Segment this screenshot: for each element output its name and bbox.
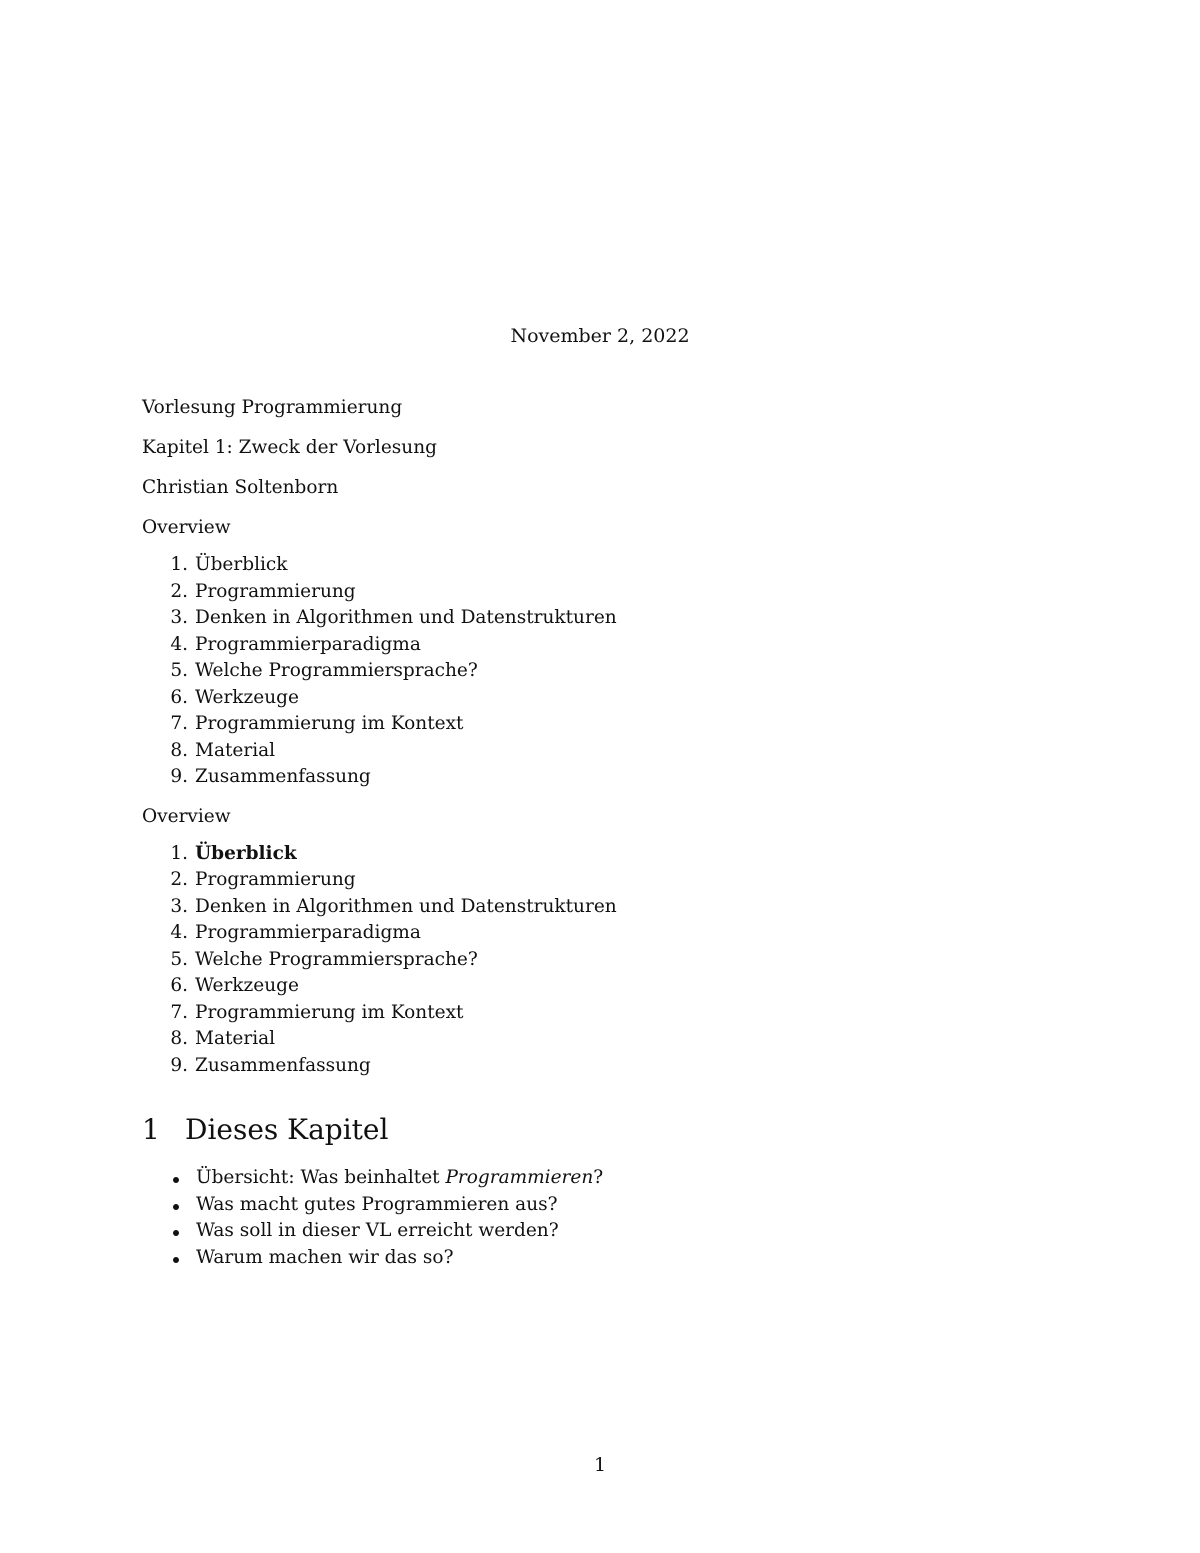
overview-item: 6. Werkzeuge [170,686,299,708]
overview-heading-2: Overview [142,805,231,827]
overview-item: 3. Denken in Algorithmen und Datenstrukturen [170,895,617,917]
overview-list-1 [142,552,1062,791]
author-name: Christian Soltenborn [142,477,339,498]
overview-item: 8. Material [170,739,276,761]
section-heading [142,1113,1062,1147]
overview-item: 2. Programmierung [170,869,356,890]
overview-item: 5. Welche Programmiersprache? [170,660,478,681]
overview-heading-1: Overview [142,517,231,538]
overview-item: 8. Material [170,1028,276,1049]
chapter-title: Kapitel 1: Zweck der Vorlesung [142,437,437,458]
overview-item: 9. Zusammenfassung [170,766,371,787]
course-title: Vorlesung Programmierung [142,397,403,418]
overview-item: 3. Denken in Algorithmen und Datenstrukturen [170,607,617,628]
overview-item: 7. Programmierung im Kontext [170,713,464,734]
document-body [142,396,1062,1271]
bullet-dot-icon [173,1257,179,1263]
bullet-item: Was macht gutes Programmieren aus? [142,1192,1062,1219]
overview-item-current: 1. Überblick [170,842,297,864]
bullet-dot-icon [173,1177,179,1183]
section-title: Dieses Kapitel [185,1113,389,1146]
overview-item: 4. Programmierparadigma [170,633,421,655]
bullet-dot-icon [173,1204,179,1210]
overview-item: 7. Programmierung im Kontext [170,1001,464,1023]
overview-item: 2. Programmierung [170,580,356,602]
bullet-item: Warum machen wir das so? [142,1245,1062,1272]
overview-list-2 [142,841,1062,1080]
overview-item: 4. Programmierparadigma [170,922,421,943]
bullet-item: Übersicht: Was beinhaltet Programmieren? [142,1165,1062,1192]
document-date: November 2, 2022 [510,325,690,347]
overview-item: 5. Welche Programmiersprache? [170,948,478,970]
section-number: 1 [142,1113,160,1146]
overview-item: 1. Überblick [170,554,288,575]
bullet-dot-icon [173,1230,179,1236]
page-number: 1 [593,1454,607,1476]
bullet-item: Was soll in dieser VL erreicht werden? [142,1218,1062,1245]
section-bullet-list [142,1165,1062,1271]
overview-item: 9. Zusammenfassung [170,1054,371,1076]
overview-item: 6. Werkzeuge [170,975,299,996]
